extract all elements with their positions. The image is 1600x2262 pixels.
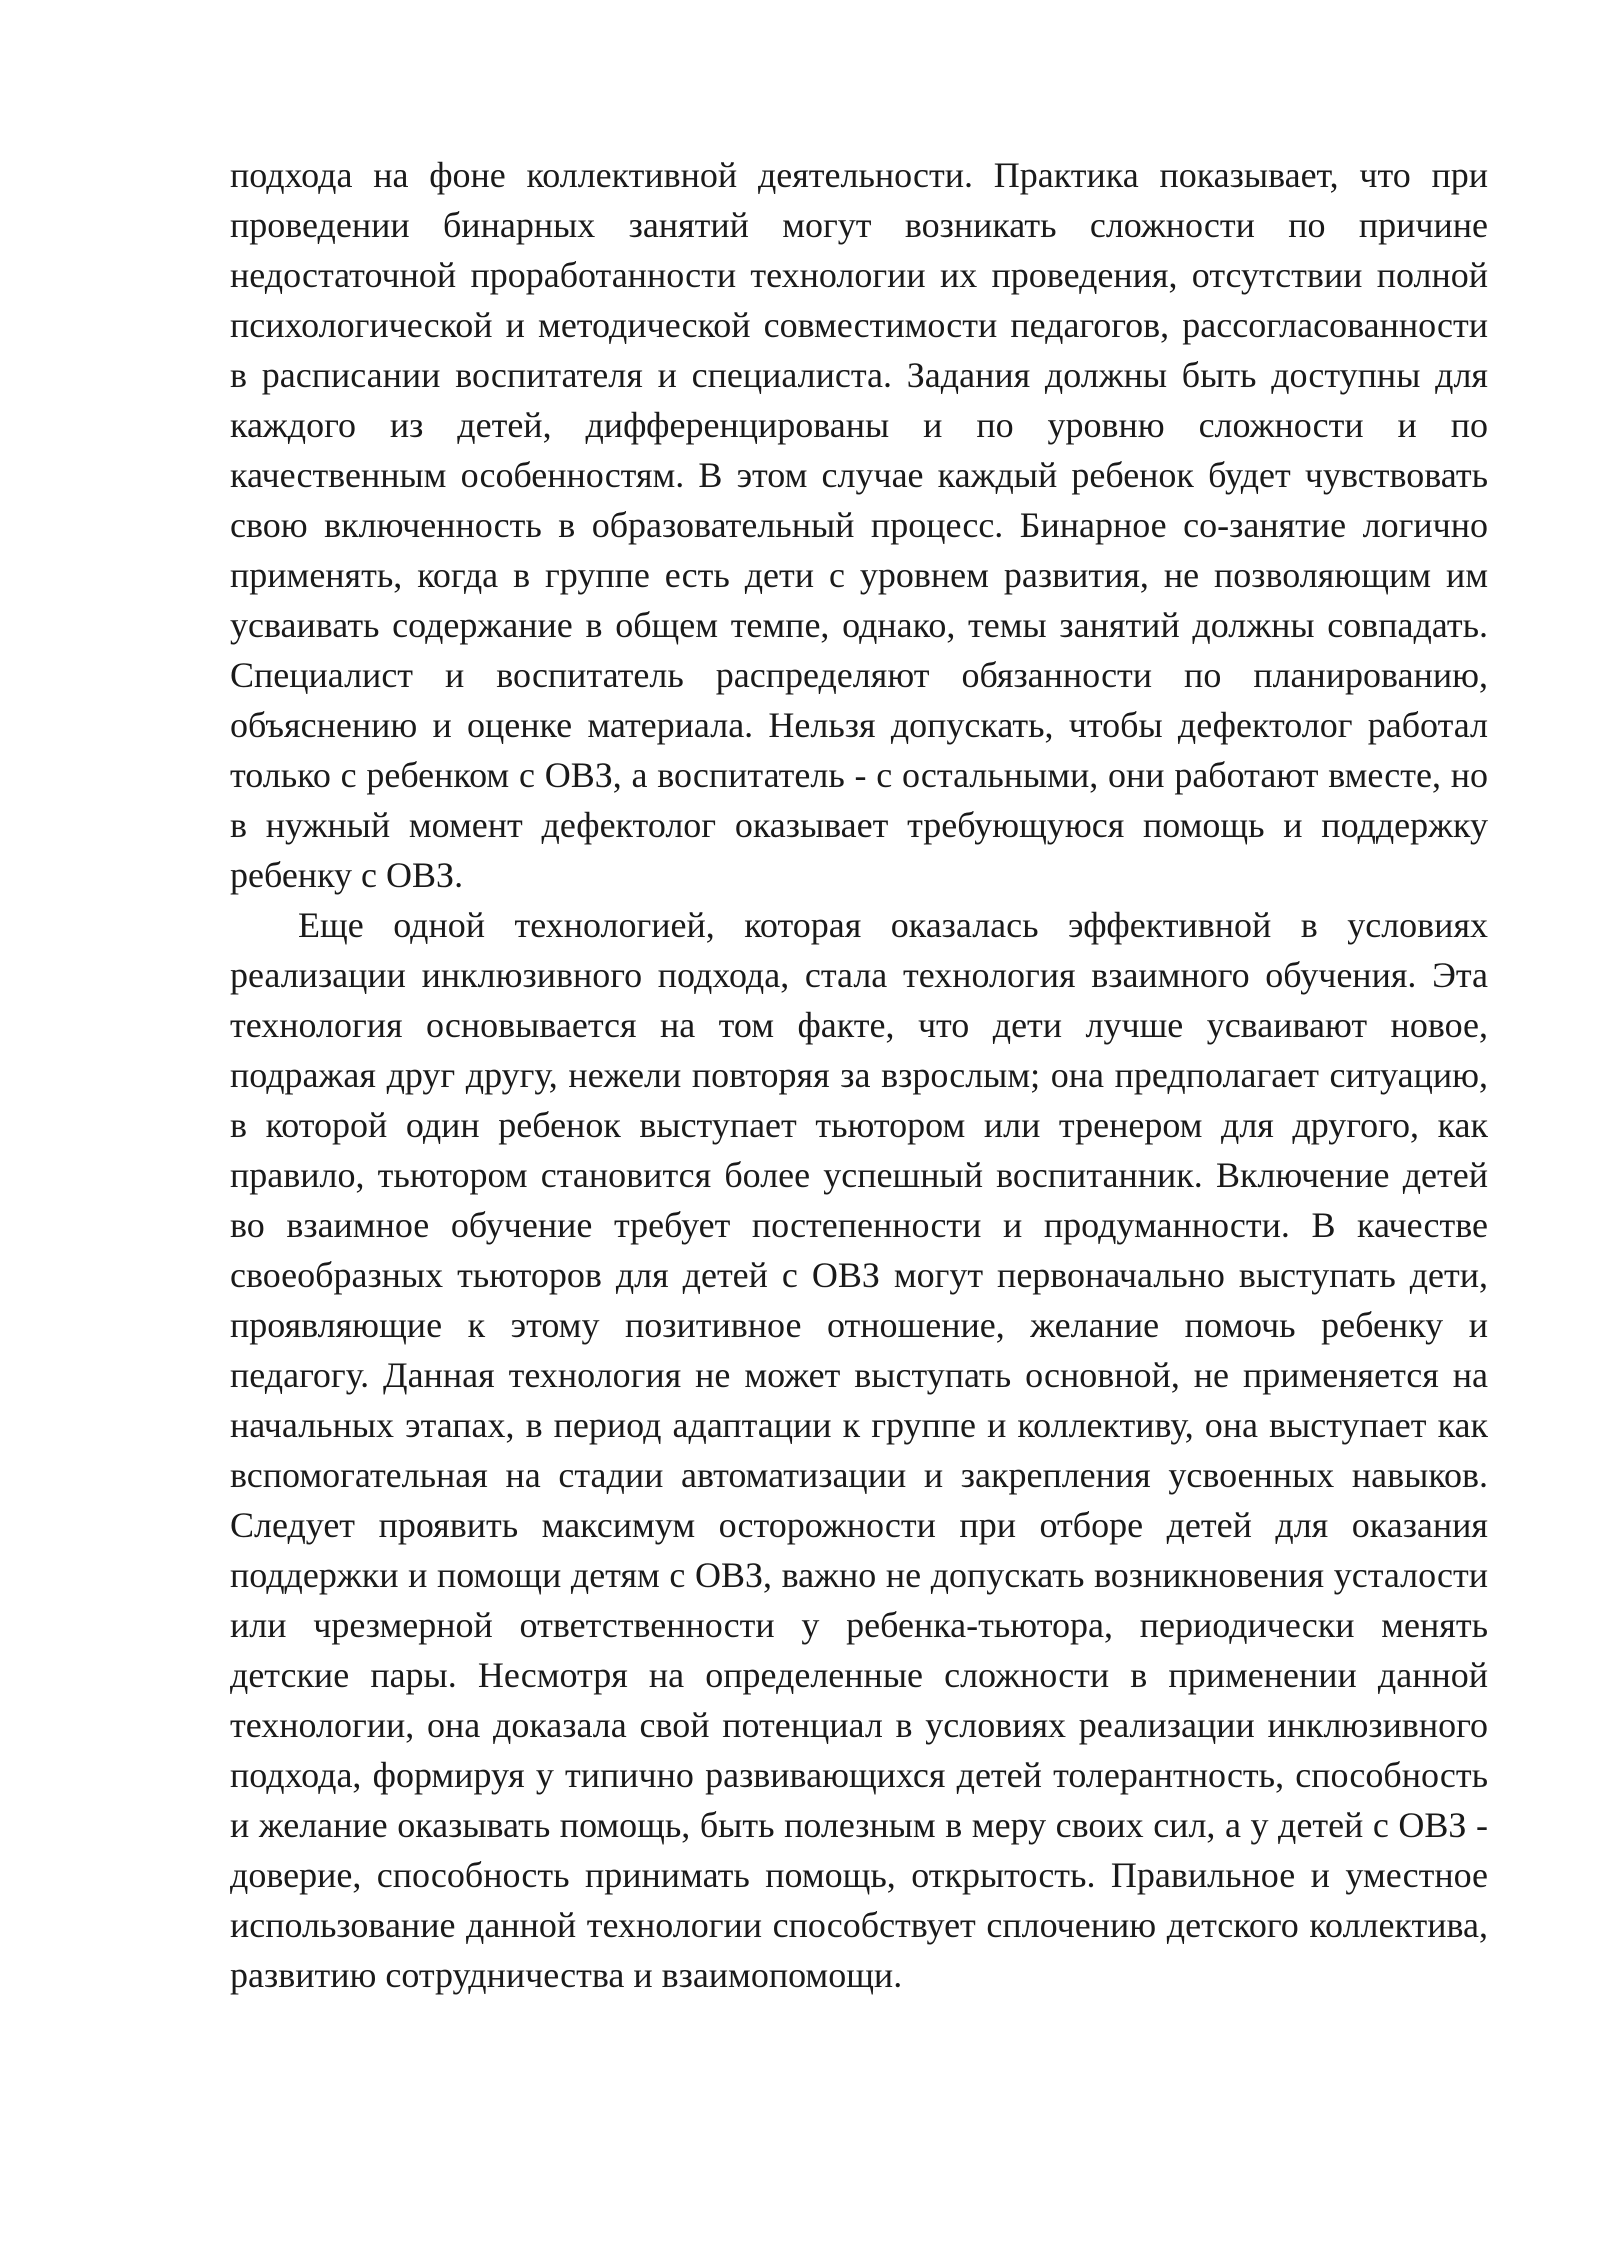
paragraph-continuation: подхода на фоне коллективной деятельности. Практика показывает, что при проведении бинарных занятий могут возникать сложности по причине недостаточной проработанности технологии их проведения, отсутствии полной психологической и методической совместимости педагогов, рассогласованности в расписании воспитателя и специалиста. Задания должны быть доступны для каждого из детей, дифференцированы и по уровню сложности и по качественным особенностям. В этом случае каждый ребенок будет чувствовать свою включенность в образовательный процесс. Бинарное со-занятие логично применять, когда в группе есть дети с уровнем развития, не позволяющим им усваивать содержание в общем темпе, однако, темы занятий должны совпадать. Специалист и воспитатель распределяют обязанности по планированию, объяснению и оценке материала. Нельзя допускать, чтобы дефектолог работал только с ребенком с ОВЗ, а воспитатель - с остальными, они работают вместе, но в нужный момент дефектолог оказывает требующуюся помощь и поддержку ребенку с ОВЗ. bbox=[230, 155, 1488, 895]
paragraph-mutual-learning: Еще одной технологией, которая оказалась эффективной в условиях реализации инклюзивного подхода, стала технология взаимного обучения. Эта технология основывается на том факте, что дети лучше усваивают новое, подражая друг другу, нежели повторяя за взрослым; она предполагает ситуацию, в которой один ребенок выступает тьютором или тренером для другого, как правило, тьютором становится более успешный воспитанник. Включение детей во взаимное обучение требует постепенности и продуманности. В качестве своеобразных тьюторов для детей с ОВЗ могут первоначально выступать дети, проявляющие к этому позитивное отношение, желание помочь ребенку и педагогу. Данная технология не может выступать основной, не применяется на начальных этапах, в период адаптации к группе и коллективу, она выступает как вспомогательная на стадии автоматизации и закрепления усвоенных навыков. Следует проявить максимум осторожности при отборе детей для оказания поддержки и помощи детям с ОВЗ, важно не допускать возникновения усталости или чрезмерной ответственности у ребенка-тьютора, периодически менять детские пары. Несмотря на определенные сложности в применении данной технологии, она доказала свой потенциал в условиях реализации инклюзивного подхода, формируя у типично развивающихся детей толерантность, способность и желание оказывать помощь, быть полезным в меру своих сил, а у детей с ОВЗ - доверие, способность принимать помощь, открытость. Правильное и уместное использование данной технологии способствует сплочению детского коллектива, развитию сотрудничества и взаимопомощи. bbox=[230, 905, 1488, 1995]
document-page bbox=[230, 150, 1488, 2000]
